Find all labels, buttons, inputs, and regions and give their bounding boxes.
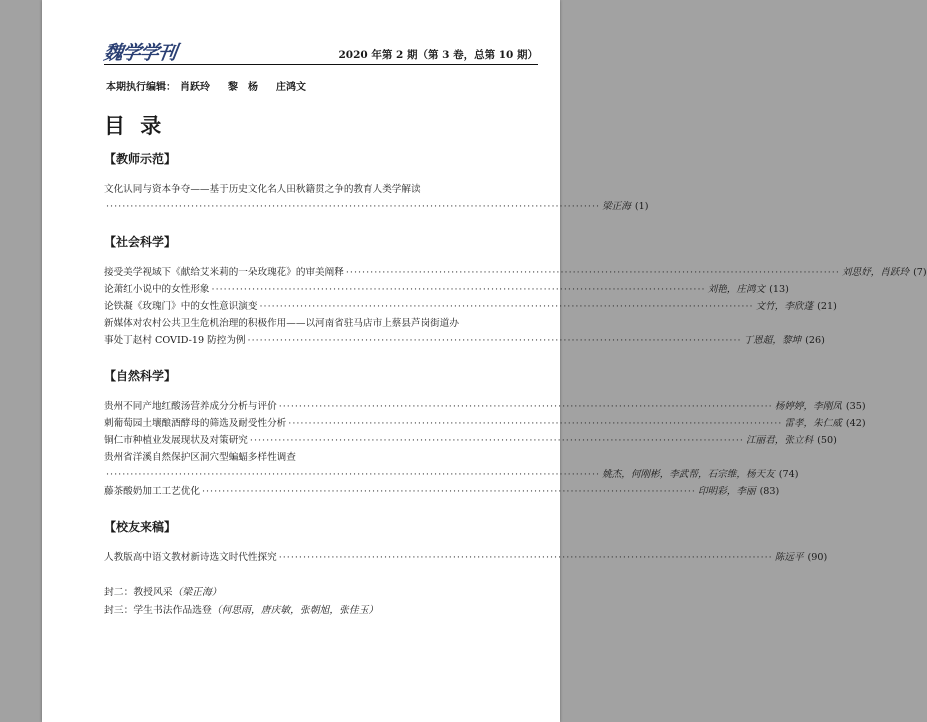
toc-entry-author: 丁恩超，黎坤 xyxy=(743,335,802,346)
toc-entry-page: (50) xyxy=(817,435,837,446)
leader-dots: ·························································································································· xyxy=(211,284,706,295)
toc-entry xyxy=(104,432,837,449)
cover-label: 封三：学生书法作品选登 xyxy=(104,605,212,616)
toc-entry-page: (26) xyxy=(805,335,825,346)
cover-label: 封二：教授风采 xyxy=(104,587,173,598)
editor-name: 黎 杨 xyxy=(228,82,258,93)
leader-dots: ·························································································································· xyxy=(247,335,742,346)
toc-entry-author: 杨婷婷，李刚凤 xyxy=(774,401,842,412)
cover-note xyxy=(104,584,502,602)
cover-note xyxy=(104,602,502,620)
leader-dots: ·························································································································· xyxy=(201,486,696,497)
toc-entry xyxy=(104,298,837,315)
toc-entry-page: (13) xyxy=(769,284,789,295)
header-rule xyxy=(104,64,538,65)
toc-entry-title: 贵州不同产地红酸汤营养成分分析与评价 xyxy=(104,401,277,412)
toc-entry xyxy=(104,549,828,566)
editor-name: 肖跃玲 xyxy=(180,82,210,93)
section-heading: 【校友来稿】 xyxy=(104,520,177,534)
toc-entry-author: 江丽君，张立科 xyxy=(745,435,814,446)
toc-entry-title: 铜仁市种植业发展现状及对策研究 xyxy=(104,435,248,446)
editors-label: 本期执行编辑： xyxy=(106,82,176,93)
leader-dots: ·························································································································· xyxy=(259,301,754,312)
toc-entry-page: (35) xyxy=(845,401,866,412)
toc-entry-author: 姚杰，何刚彬，李武帮，石宗维，杨天友 xyxy=(602,469,775,480)
toc-entry-page: (21) xyxy=(817,301,837,312)
toc-entry-author: 文竹，李欣蓬 xyxy=(755,301,814,312)
toc-entry xyxy=(104,198,649,215)
toc-entry-author: 梁正海 xyxy=(602,201,631,212)
leader-dots: ·························································································································· xyxy=(249,435,744,446)
toc-entry-page: (90) xyxy=(807,552,828,563)
section-heading: 【社会科学】 xyxy=(104,235,177,249)
toc-entry xyxy=(104,483,780,500)
toc-entry xyxy=(104,264,927,281)
toc-entry-title-cont: 事处丁赵村 COVID-19 防控为例 xyxy=(104,335,246,346)
toc-section xyxy=(104,150,649,215)
toc-entry-title: 论铁凝《玫瑰门》中的女性意识演变 xyxy=(104,301,258,312)
toc-entry-author: 陈远平 xyxy=(774,552,804,563)
leader-dots: ·························································································································· xyxy=(278,552,773,563)
toc-entry-title: 藤茶酸奶加工工艺优化 xyxy=(104,486,200,497)
toc-entry-author: 印明彩，李丽 xyxy=(698,486,756,497)
toc-entry xyxy=(104,332,825,349)
toc-entry xyxy=(104,281,789,298)
toc-entry-title-line: 文化认同与资本争夺——基于历史文化名人田秋籍贯之争的教育人类学解读 xyxy=(104,184,421,195)
toc-entry-title: 论萧红小说中的女性形象 xyxy=(104,284,210,295)
toc-entry-title-line: 新媒体对农村公共卫生危机治理的积极作用——以河南省驻马店市上蔡县芦岗街道办 xyxy=(104,318,459,329)
leader-dots: ·························································································································· xyxy=(288,418,783,429)
editors-line xyxy=(106,78,324,93)
toc-entry xyxy=(104,466,799,483)
toc-entry-title: 人教版高中语文教材新诗选文时代性探究 xyxy=(104,552,277,563)
toc-entry xyxy=(104,415,866,432)
toc-entry-page: (1) xyxy=(634,201,649,212)
toc-entry-author: 雷孝，朱仁威 xyxy=(784,418,842,429)
toc-entry-page: (74) xyxy=(778,469,799,480)
toc-entry-title: 刺葡萄园土壤酿酒酵母的筛选及耐受性分析 xyxy=(104,418,287,429)
toc-section xyxy=(104,518,828,566)
toc-title: 目 录 xyxy=(104,113,166,138)
issue-info: 2020 年第 2 期（第 3 卷，总第 10 期） xyxy=(338,49,538,61)
toc-entry-page: (7) xyxy=(913,267,927,278)
leader-dots: ·························································································································· xyxy=(345,267,840,278)
toc-section xyxy=(104,233,927,349)
document-page xyxy=(42,0,927,722)
toc-entry-title-line: 贵州省洋溪自然保护区洞穴型蝙蝠多样性调查 xyxy=(104,452,296,463)
leader-dots: ·························································································································· xyxy=(106,469,601,480)
toc-entry xyxy=(104,398,866,415)
section-heading: 【教师示范】 xyxy=(104,152,177,166)
toc-entry-author: 刘思妤，肖跃玲 xyxy=(841,267,910,278)
toc-entry-author: 刘艳，庄鸿文 xyxy=(707,284,766,295)
section-heading: 【自然科学】 xyxy=(104,369,177,383)
toc-entry-page: (42) xyxy=(845,418,866,429)
cover-notes xyxy=(104,584,502,620)
cover-detail: （何思雨，唐庆敏，张朝旭，张佳玉） xyxy=(211,605,379,616)
editor-name: 庄鸿文 xyxy=(276,82,306,93)
toc-entry-page: (83) xyxy=(759,486,780,497)
leader-dots: ·························································································································· xyxy=(278,401,773,412)
toc-section xyxy=(104,367,866,500)
toc-entry-title: 接受美学视域下《献给艾米莉的一朵玫瑰花》的审美阐释 xyxy=(104,267,344,278)
leader-dots: ·························································································································· xyxy=(106,201,601,212)
journal-logo: 魏学学刊 xyxy=(102,42,178,64)
cover-detail: （梁正海） xyxy=(172,587,222,598)
toc-content xyxy=(104,150,927,620)
